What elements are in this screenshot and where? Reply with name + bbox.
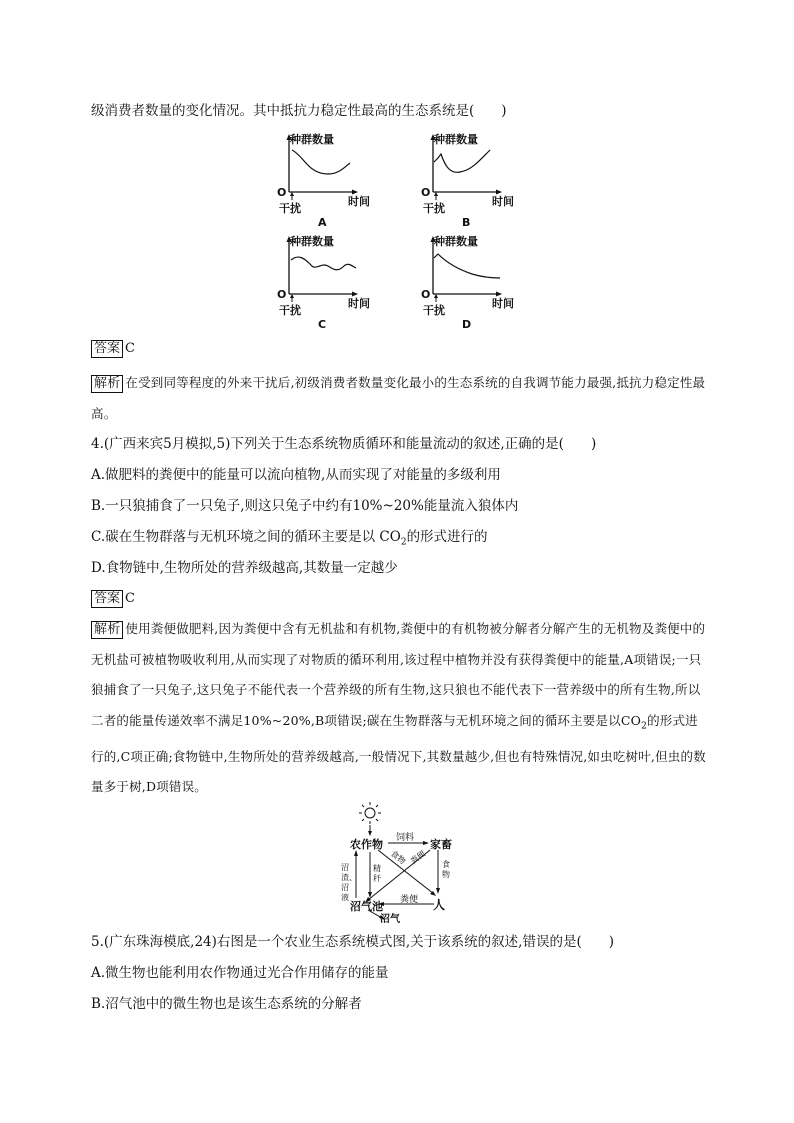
q4-option-d: D.食物链中,生物所处的营养级越高,其数量一定越少 [91, 560, 398, 576]
graph-c-letter: C [318, 318, 327, 331]
q4-option-c-pre: C.碳在生物群落与无机环境之间的循环主要是以 CO [91, 529, 401, 545]
graph-c [276, 232, 376, 332]
q4-stem: 4.(广西来宾5月模拟,5)下列关于生态系统物质循环和能量流动的叙述,正确的是( ) [91, 436, 597, 452]
graph-d-disturb: 干扰 [423, 304, 445, 317]
q4-expl-tag: 解析 [91, 621, 123, 639]
edge-residue [341, 863, 355, 903]
graph-b-origin: O [421, 186, 431, 199]
graph-a-xlabel: 时间 [348, 195, 370, 208]
q3-answer [91, 340, 135, 358]
q4-answer [91, 590, 135, 608]
graph-d [420, 232, 520, 332]
graph-a-origin: O [277, 186, 287, 199]
graph-b [420, 130, 520, 230]
q4-expl-part2: 的形式进行的,C项正确;食物链中,生物所处的营养级越高,一般情况下,其数量越少,但也有特殊情况,如虫吃树叶,但虫的数量多于树,D项错误。 [91, 712, 706, 794]
edge-manure-bottom: 粪便 [400, 895, 419, 905]
node-livestock: 家畜 [430, 838, 452, 851]
q4-answer-tag: 答案 [91, 590, 123, 608]
graph-d-origin: O [421, 288, 431, 301]
graph-b-ylabel: 种群数量 [434, 133, 478, 146]
q4-option-c-post: 的形式进行的 [406, 529, 488, 545]
node-crops: 农作物 [350, 838, 383, 851]
edge-food-left: 食物 [388, 849, 408, 866]
q5-option-a: A.微生物也能利用农作物通过光合作用储存的能量 [91, 965, 389, 981]
q3-explanation [91, 368, 707, 429]
graph-b-letter: B [462, 216, 471, 229]
edge-food-right: 食物 [442, 860, 450, 879]
graph-a-disturb: 干扰 [279, 202, 301, 215]
q4-option-c [91, 527, 488, 553]
q4-option-c-sub: 2 [400, 537, 407, 548]
ecosystem-diagram [330, 800, 470, 925]
q3-expl-text: 在受到同等程度的外来干扰后,初级消费者数量变化最小的生态系统的自我调节能力最强,抵抗力稳定性最高。 [91, 375, 706, 421]
edge-manure-diag: 粪便 [408, 849, 428, 866]
graph-b-disturb: 干扰 [423, 202, 445, 215]
graph-d-ylabel: 种群数量 [434, 235, 478, 248]
q4-answer-value: C [125, 591, 135, 606]
graph-a [276, 130, 376, 230]
q4-option-a: A.做肥料的粪便中的能量可以流向植物,从而实现了对能量的多级利用 [91, 467, 501, 483]
q3-stem-tail: 级消费者数量的变化情况。其中抵抗力稳定性最高的生态系统是( ) [91, 103, 507, 119]
q3-answer-value: C [125, 341, 135, 356]
q4-expl-part1: 使用粪便做肥料,因为粪便中含有无机盐和有机物,粪便中的有机物被分解者分解产生的无机物及粪便中的无机盐可被植物吸收利用,从而实现了对物质的循环利用,该过程中植物并没有获得粪便中的能量,A项错误;一只狼捕食了一只兔子,这只兔子不能代表一个营养级的所有生物,这只狼也不能代表下一营养级中的所有生物,所以二者的能量传递效率不满足10%~20%,B项错误;碳在生物群落与无机环境之间的循环主要是以CO [91, 621, 706, 728]
graph-a-ylabel: 种群数量 [290, 133, 334, 146]
edge-straw: 精秆 [373, 864, 381, 883]
q5-stem: 5.(广东珠海模底,24)右图是一个农业生态系统模式图,关于该系统的叙述,错误的是( ) [91, 934, 614, 950]
graph-c-disturb: 干扰 [279, 304, 301, 317]
node-biogas-pit: 沼气池 [350, 900, 383, 913]
graph-c-origin: O [277, 288, 287, 301]
q4-explanation [91, 614, 707, 803]
node-human: 人 [433, 898, 446, 912]
graph-c-xlabel: 时间 [348, 297, 370, 310]
graph-b-xlabel: 时间 [492, 195, 514, 208]
graph-c-ylabel: 种群数量 [290, 235, 334, 248]
graph-d-xlabel: 时间 [492, 297, 514, 310]
q4-option-b: B.一只狼捕食了一只兔子,则这只兔子中约有10%~20%能量流入狼体内 [91, 498, 519, 514]
q3-expl-tag: 解析 [91, 375, 123, 393]
edge-residue-1: 沼渣、 [341, 863, 357, 882]
edge-feed: 饲料 [396, 833, 415, 843]
q3-answer-tag: 答案 [91, 340, 123, 358]
graph-d-letter: D [462, 318, 472, 331]
sun-icon [359, 802, 381, 824]
graph-a-letter: A [318, 216, 327, 229]
node-biogas: 沼气 [380, 914, 400, 925]
q5-option-b: B.沼气池中的微生物也是该生态系统的分解者 [91, 996, 362, 1012]
edge-residue-2: 沼液 [341, 883, 349, 902]
q4-expl-sub: 2 [641, 721, 648, 731]
